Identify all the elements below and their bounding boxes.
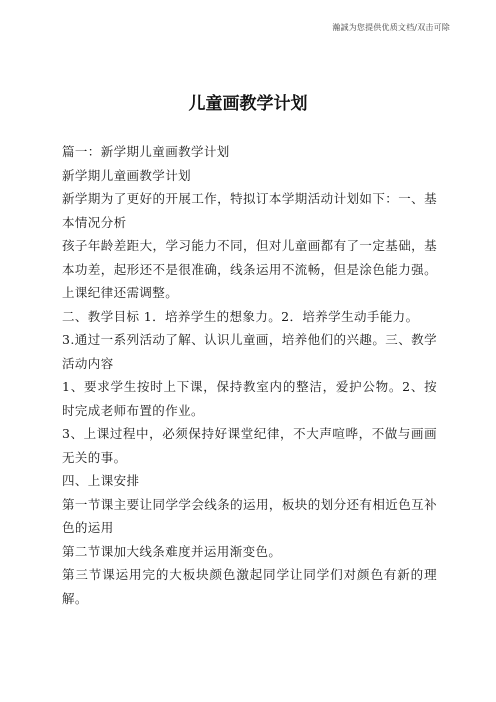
paragraph: 新学期儿童画教学计划 bbox=[62, 167, 192, 183]
paragraph: 新学期为了更好的开展工作，特拟订本学期活动计划如下：一、基本情况分析 bbox=[62, 191, 437, 230]
document-body bbox=[62, 140, 437, 610]
header-note: 瀚誠为您提供优质文档/双击可除 bbox=[332, 23, 450, 32]
paragraph: 第三节课运用完的大板块颜色激起同学让同学们对颜色有新的理解。 bbox=[62, 567, 437, 606]
document-title: 儿童画教学计划 bbox=[188, 94, 308, 114]
paragraph: 篇一：新学期儿童画教学计划 bbox=[62, 144, 230, 159]
paragraph: 孩子年龄差距大，学习能力不同，但对儿童画都有了一定基础，基本功差，起形还不是很准确，线条运用不流畅，但是涂色能力强。上课纪律还需调整。 bbox=[62, 238, 437, 300]
paragraph: 1、要求学生按时上下课，保持教室内的整洁，爱护公物。2、按时完成老师布置的作业。 bbox=[62, 379, 437, 418]
paragraph: 3.通过一系列活动了解、认识儿童画，培养他们的兴趣。三、教学活动内容 bbox=[62, 332, 437, 371]
paragraph: 第一节课主要让同学学会线条的运用，板块的划分还有相近色互补色的运用 bbox=[62, 496, 437, 535]
paragraph: 二、教学目标 1．培养学生的想象力。2．培养学生动手能力。 bbox=[62, 308, 419, 324]
paragraph: 3、上课过程中，必须保持好课堂纪律，不大声喧哗，不做与画画无关的事。 bbox=[62, 426, 437, 465]
paragraph: 第二节课加大线条难度并运用渐变色。 bbox=[62, 543, 282, 559]
paragraph: 四、上课安排 bbox=[62, 473, 140, 488]
